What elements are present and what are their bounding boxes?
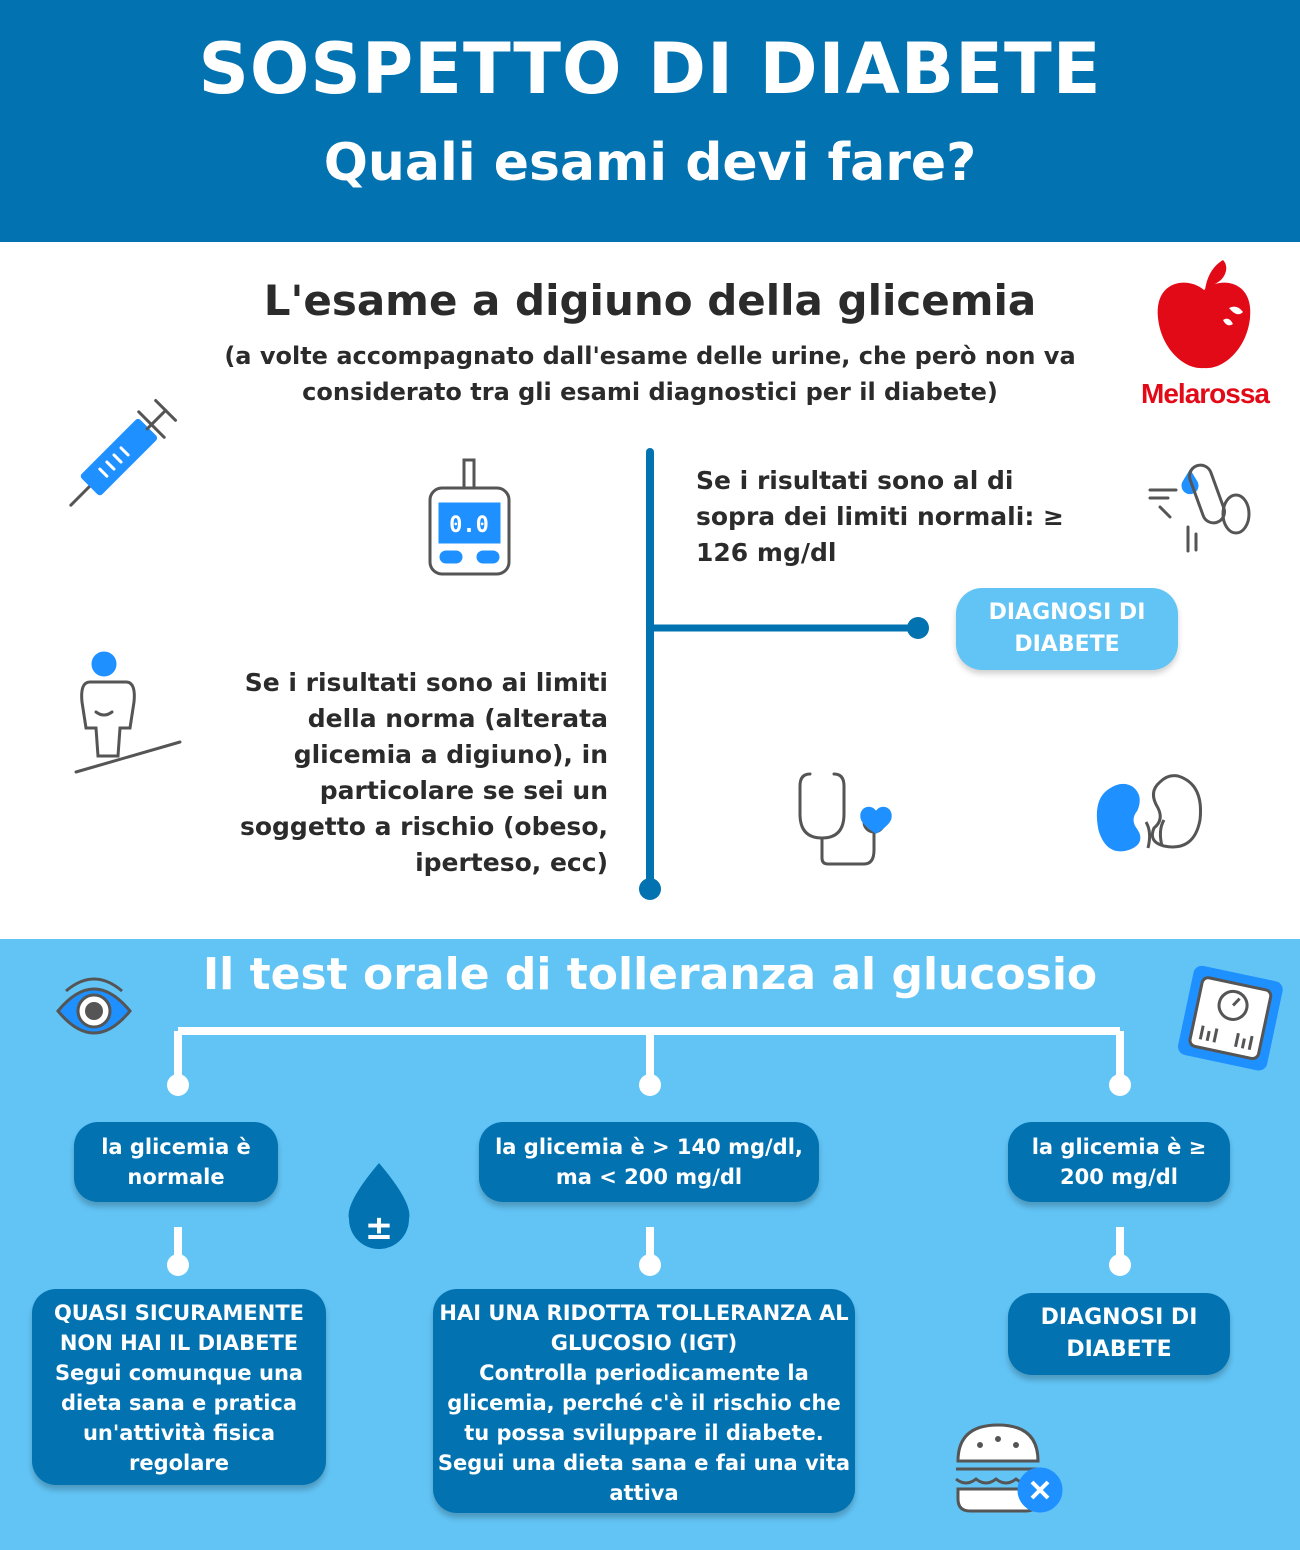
header-banner (0, 0, 1300, 242)
fasting-glucose-section (0, 242, 1300, 939)
logo-wordmark: Melarossa (1141, 378, 1269, 409)
glucometer-icon (430, 460, 509, 574)
flow-branch-dot (907, 617, 929, 639)
result-dot-right (1109, 1254, 1131, 1276)
fasting-section-title: L'esame a digiuno della glicemia (263, 276, 1037, 325)
fasting-section-note: (a volte accompagnato dall'esame delle urine, che però non va considerato tra gli esami diagnostici per il diabete) (224, 342, 1076, 406)
stethoscope-heart-icon (800, 774, 890, 864)
melarossa-logo (1125, 250, 1285, 410)
result-box-igt (433, 1289, 855, 1513)
bathroom-scale-icon (1177, 965, 1284, 1072)
eye-icon (58, 979, 130, 1033)
result-body-igt: Controlla periodicamente la glicemia, perché c'è il rischio che tu possa sviluppare il diabete. Segui una dieta sana e fai una vita attiva (437, 1361, 851, 1505)
tree-dot-center (639, 1074, 661, 1096)
result-dot-center (639, 1254, 661, 1276)
diagnosis-box-fasting: DIAGNOSI DI DIABETE (956, 588, 1178, 670)
flow-end-dot (639, 878, 661, 900)
tolerance-section-title: Il test orale di tolleranza al glucosio (202, 949, 1098, 1000)
above-limits-text: Se i risultati sono al di sopra dei limiti normali: ≥ 126 mg/dl (696, 466, 1064, 567)
tolerance-test-section (0, 939, 1300, 1550)
finger-blood-drop-icon (1150, 462, 1249, 551)
meter-display: 0.0 (449, 513, 489, 538)
result-body-normal: Segui comunque una dieta sana e pratica un'attività fisica regolare (54, 1361, 304, 1475)
page-title: SOSPETTO DI DIABETE (198, 28, 1102, 110)
result-head-igt: HAI UNA RIDOTTA TOLLERANZA AL GLUCOSIO (IGT) (439, 1301, 849, 1355)
tree-dot-right (1109, 1074, 1131, 1096)
condition-box-igt: la glicemia è > 140 mg/dl, ma < 200 mg/dl (479, 1122, 819, 1202)
burger-cross-icon (956, 1425, 1061, 1511)
result-dot-left (167, 1254, 189, 1276)
drop-symbol: ± (364, 1208, 394, 1248)
person-on-scale-icon (76, 653, 180, 772)
result-head-diabetes: DIAGNOSI DI DIABETE (1040, 1305, 1198, 1362)
condition-box-normal: la glicemia è normale (74, 1122, 278, 1202)
apple-logo-icon (1125, 250, 1285, 375)
result-box-normal (32, 1289, 326, 1485)
tree-dot-left (167, 1074, 189, 1096)
at-limits-text: Se i risultati sono ai limiti della norma (alterata glicemia a digiuno), in particolare se sei un soggetto a rischio (obeso, iperteso, ecc) (239, 668, 608, 877)
kidneys-icon (1098, 776, 1200, 850)
result-box-diabetes (1008, 1293, 1230, 1375)
condition-box-diabetes: la glicemia è ≥ 200 mg/dl (1008, 1122, 1230, 1202)
syringe-icon (58, 398, 178, 518)
result-head-normal: QUASI SICURAMENTE NON HAI IL DIABETE (53, 1301, 305, 1355)
blood-drop-plus-minus-icon (349, 1163, 410, 1249)
page-subtitle: Quali esami devi fare? (323, 133, 977, 193)
